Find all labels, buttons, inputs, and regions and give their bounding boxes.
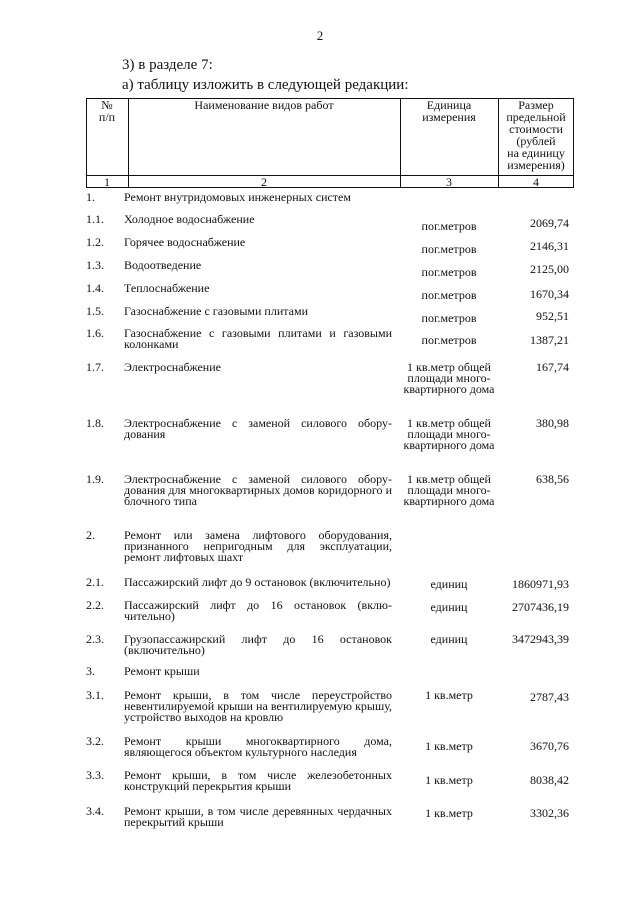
header-number: № п/п: [98, 98, 116, 124]
row-work-name: Ремонт внутридомовых инженерных систем: [124, 190, 351, 204]
row-price: 638,56: [536, 472, 569, 486]
row-number: 1.5.: [86, 304, 104, 318]
row-work-name: Ремонт крыши, в том числе переустройство невентилируемой крыши на вентилируемую крышу, устройство выходов на кровлю: [124, 688, 392, 724]
row-number: 1.2.: [86, 235, 104, 249]
row-number: 3.3.: [86, 768, 104, 782]
table-header: [86, 98, 574, 188]
row-unit: единиц: [430, 577, 468, 591]
row-price: 2125,00: [530, 262, 569, 276]
row-unit: 1 кв.метр: [425, 773, 473, 787]
row-unit: 1 кв.метр: [425, 688, 473, 702]
column-number: 2: [261, 175, 267, 189]
row-number: 2.1.: [86, 575, 104, 589]
row-work-name: Пассажирский лифт до 16 остановок (вклю-чительно): [124, 598, 392, 623]
row-work-name: Ремонт крыши, в том числе железобетонных конструкций перекрытия крыши: [124, 768, 392, 793]
row-number: 2.: [86, 528, 95, 542]
row-number: 1.: [86, 190, 95, 204]
header-price: Размер предельной стоимости (рублей на единицу измерения): [506, 98, 566, 172]
row-unit: пог.метров: [421, 219, 477, 233]
row-number: 1.4.: [86, 281, 104, 295]
column-border: [400, 99, 401, 188]
row-number: 1.7.: [86, 360, 104, 374]
row-price: 8038,42: [530, 773, 569, 787]
row-number: 1.3.: [86, 258, 104, 272]
row-price: 3302,36: [530, 806, 569, 820]
section-intro: 3) в разделе 7:: [122, 57, 213, 73]
row-unit: пог.метров: [421, 311, 477, 325]
row-price: 3670,76: [530, 739, 569, 753]
row-number: 3.1.: [86, 688, 104, 702]
row-number: 3.: [86, 664, 95, 678]
row-work-name: Ремонт крыши, в том числе деревянных чердачных перекрытий крыши: [124, 804, 392, 829]
row-number: 3.2.: [86, 734, 104, 748]
row-price: 2146,31: [530, 239, 569, 253]
column-border: [573, 99, 574, 188]
row-unit: пог.метров: [421, 242, 477, 256]
row-price: 1860971,93: [512, 577, 569, 591]
row-number: 1.6.: [86, 326, 104, 340]
row-work-name: Грузопассажирский лифт до 16 остановок (включительно): [124, 632, 392, 657]
row-number: 2.3.: [86, 632, 104, 646]
row-work-name: Электроснабжение с заменой силового обору-дования: [124, 416, 392, 441]
column-border: [128, 99, 129, 188]
page-number: 2: [316, 28, 324, 43]
row-work-name: Ремонт крыши: [124, 664, 200, 678]
row-number: 1.1.: [86, 212, 104, 226]
column-border: [498, 99, 499, 188]
row-work-name: Ремонт или замена лифтового оборудования, признанного непригодным для эксплуатации, ремонт лифтовых шахт: [124, 528, 392, 564]
column-number: 1: [104, 175, 110, 189]
row-number: 1.9.: [86, 472, 104, 486]
row-work-name: Газоснабжение с газовыми плитами и газовыми колонками: [124, 326, 392, 351]
row-work-name: Электроснабжение: [124, 360, 221, 374]
row-unit: пог.метров: [421, 288, 477, 302]
row-work-name: Газоснабжение с газовыми плитами: [124, 304, 308, 318]
row-price: 1387,21: [530, 333, 569, 347]
row-unit: единиц: [430, 632, 468, 646]
row-unit: пог.метров: [421, 265, 477, 279]
table-intro: а) таблицу изложить в следующей редакции:: [122, 77, 409, 93]
column-number: 4: [533, 175, 539, 189]
row-work-name: Ремонт крыши многоквартирного дома, являющегося объектом культурного наследия: [124, 734, 392, 759]
row-number: 3.4.: [86, 804, 104, 818]
row-price: 3472943,39: [512, 632, 569, 646]
row-work-name: Холодное водоснабжение: [124, 212, 255, 226]
column-border: [86, 99, 87, 188]
row-price: 952,51: [536, 309, 569, 323]
row-price: 1670,34: [530, 287, 569, 301]
row-work-name: Теплоснабжение: [124, 281, 210, 295]
row-unit: 1 кв.метр: [425, 739, 473, 753]
row-unit: 1 кв.метр общей площади много-квартирного дома: [403, 472, 495, 508]
row-price: 2069,74: [530, 216, 569, 230]
row-number: 2.2.: [86, 598, 104, 612]
row-price: 167,74: [536, 360, 569, 374]
row-price: 380,98: [536, 416, 569, 430]
row-unit: единиц: [430, 600, 468, 614]
row-price: 2707436,19: [512, 600, 569, 614]
row-work-name: Водоотведение: [124, 258, 202, 272]
row-unit: 1 кв.метр общей площади много-квартирного дома: [403, 360, 495, 396]
row-unit: пог.метров: [421, 333, 477, 347]
row-unit: 1 кв.метр: [425, 806, 473, 820]
row-work-name: Горячее водоснабжение: [124, 235, 246, 249]
row-unit: 1 кв.метр общей площади много-квартирного дома: [403, 416, 495, 452]
column-number: 3: [446, 175, 452, 189]
header-work-type: Наименование видов работ: [194, 98, 334, 112]
row-number: 1.8.: [86, 416, 104, 430]
row-price: 2787,43: [530, 690, 569, 704]
row-work-name: Пассажирский лифт до 9 остановок (включительно): [124, 575, 391, 589]
header-unit: Единица измерения: [422, 98, 476, 124]
row-work-name: Электроснабжение с заменой силового обору-дования для многоквартирных домов коридорного и блочного типа: [124, 472, 392, 508]
